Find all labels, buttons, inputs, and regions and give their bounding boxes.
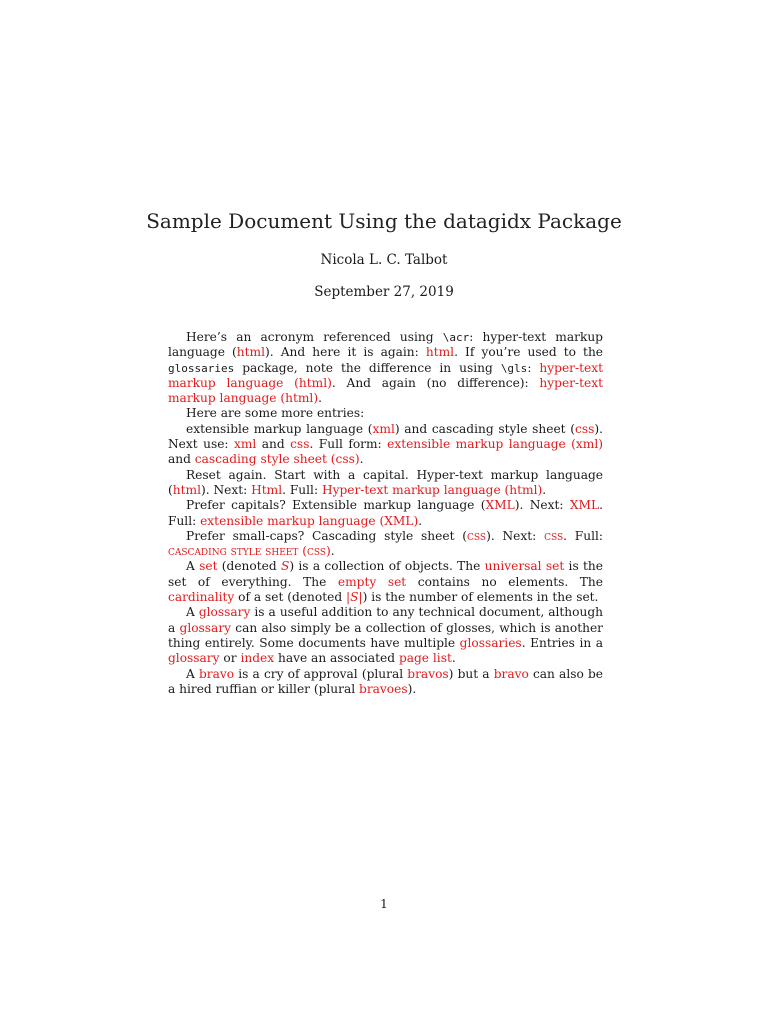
link-xml[interactable]: XML: [485, 498, 515, 513]
text: (denoted: [217, 559, 281, 574]
link-bravos[interactable]: bravos: [407, 666, 449, 681]
link-bravoes[interactable]: bravoes: [359, 681, 408, 696]
text: ) and cascading style sheet (: [394, 421, 575, 436]
link-index[interactable]: index: [240, 651, 275, 666]
page-number: 1: [380, 897, 388, 911]
document-date: September 27, 2019: [314, 284, 454, 300]
text: A: [186, 666, 199, 681]
link-bravo[interactable]: bravo: [198, 666, 235, 681]
link-glossary[interactable]: glossary: [179, 620, 232, 635]
text: .: [451, 651, 456, 666]
text: have an associated: [274, 651, 399, 666]
link-css[interactable]: cascading style sheet (css): [168, 544, 331, 559]
text: ).: [407, 681, 417, 696]
text: and: [168, 452, 195, 467]
text: contains no elements. The: [406, 574, 603, 589]
code-glossaries: glossaries: [168, 361, 235, 375]
link-bravo[interactable]: bravo: [493, 666, 529, 681]
link-xml[interactable]: extensible markup language (xml): [387, 437, 604, 452]
link-xml[interactable]: XML: [569, 498, 600, 513]
text: .: [542, 482, 547, 497]
link-html[interactable]: hyper-text markup language (html): [168, 360, 603, 390]
text: .: [318, 391, 322, 406]
text: or: [219, 651, 241, 666]
text: Here’s an acronym referenced using: [186, 330, 443, 344]
link-css[interactable]: css: [290, 437, 310, 452]
paragraph-bravo: [168, 667, 603, 698]
document-body: [168, 330, 603, 697]
paragraph-glossary: [168, 605, 603, 666]
link-set[interactable]: set: [199, 559, 218, 574]
link-html[interactable]: html: [425, 345, 455, 360]
link-cardinality[interactable]: cardinality: [168, 590, 235, 605]
paragraph-reset: [168, 468, 603, 499]
text: is a useful addition to any technical document, although a: [168, 605, 603, 635]
text: ). Next:: [514, 498, 570, 513]
text: . Full form:: [309, 437, 388, 452]
paragraph-acronym-intro: [168, 330, 603, 406]
link-html[interactable]: Html: [251, 482, 283, 497]
text: ) is a collection of objects. The: [289, 559, 485, 574]
text: ). Next:: [486, 528, 545, 543]
text: Prefer capitals? Extensible markup language (: [186, 498, 486, 513]
text: . If you’re used to the: [454, 345, 604, 360]
link-css[interactable]: css: [544, 528, 564, 543]
paragraph-capitals: [168, 498, 603, 529]
text: and: [256, 437, 291, 452]
text: . Full:: [563, 528, 603, 543]
text: . Full:: [282, 482, 322, 497]
link-html[interactable]: hyper-text markup language (html): [168, 375, 603, 406]
link-glossaries[interactable]: glossaries: [459, 635, 522, 650]
text: ) but a: [448, 666, 494, 681]
link-html[interactable]: Hyper-text markup language (html): [321, 482, 543, 497]
paragraph-sets: [168, 559, 603, 605]
text: A: [186, 605, 199, 620]
paragraph-small-caps: [168, 529, 603, 560]
link-css[interactable]: cascading style sheet (css): [194, 452, 360, 467]
link-universal-set[interactable]: universal set: [484, 559, 565, 574]
text: .: [418, 513, 423, 528]
paragraph-xml-css: [168, 422, 603, 468]
text: of a set (denoted: [234, 590, 347, 605]
link-html[interactable]: html: [172, 482, 201, 497]
text: . Full:: [168, 498, 603, 528]
code-gls: \gls: [500, 361, 528, 375]
text: can also simply be a collection of glosses, which is another thing entirely. Some documents have multiple: [168, 620, 603, 650]
text: extensible markup language (: [186, 421, 373, 436]
text: . And again (no difference):: [331, 375, 540, 390]
text: A: [186, 559, 200, 574]
text: is a cry of approval (plural: [234, 666, 408, 681]
text: package, note the difference in using: [234, 360, 501, 375]
document-author: Nicola L. C. Talbot: [320, 252, 448, 268]
link-css[interactable]: css: [575, 421, 595, 436]
text: can also be a hired ruffian or killer (plural: [168, 666, 603, 696]
code-acr: \acr: [442, 331, 470, 344]
link-cardinality-symbol[interactable]: |S|: [346, 590, 363, 605]
text: ). Next use:: [168, 421, 603, 452]
link-xml[interactable]: xml: [233, 437, 257, 452]
text: .: [330, 544, 335, 559]
link-glossary[interactable]: glossary: [198, 605, 251, 620]
link-html[interactable]: html: [236, 345, 265, 360]
text: . Entries in a: [521, 635, 603, 650]
link-set-symbol[interactable]: S: [280, 559, 290, 574]
text: Prefer small-caps? Cascading style sheet (: [186, 528, 468, 543]
text: is the set of everything. The: [168, 559, 603, 589]
link-glossary[interactable]: glossary: [168, 651, 220, 666]
document-title: Sample Document Using the datagidx Package: [146, 209, 622, 233]
link-empty-set[interactable]: empty set: [337, 574, 407, 589]
text: .: [359, 452, 364, 467]
text: :: [527, 360, 540, 375]
link-xml[interactable]: extensible markup language (XML): [200, 513, 419, 528]
text: ). And here it is again:: [265, 345, 426, 360]
text: : hyper-text markup language (: [168, 330, 603, 360]
link-css[interactable]: css: [467, 528, 487, 543]
text: ). Next:: [200, 482, 252, 497]
link-xml[interactable]: xml: [372, 421, 395, 436]
link-page-list[interactable]: page list: [398, 651, 452, 666]
text: Reset again. Start with a capital. Hyper-text markup language (: [168, 467, 603, 497]
paragraph-more-entries: Here are some more entries:: [186, 406, 365, 421]
text: ) is the number of elements in the set.: [362, 590, 599, 605]
